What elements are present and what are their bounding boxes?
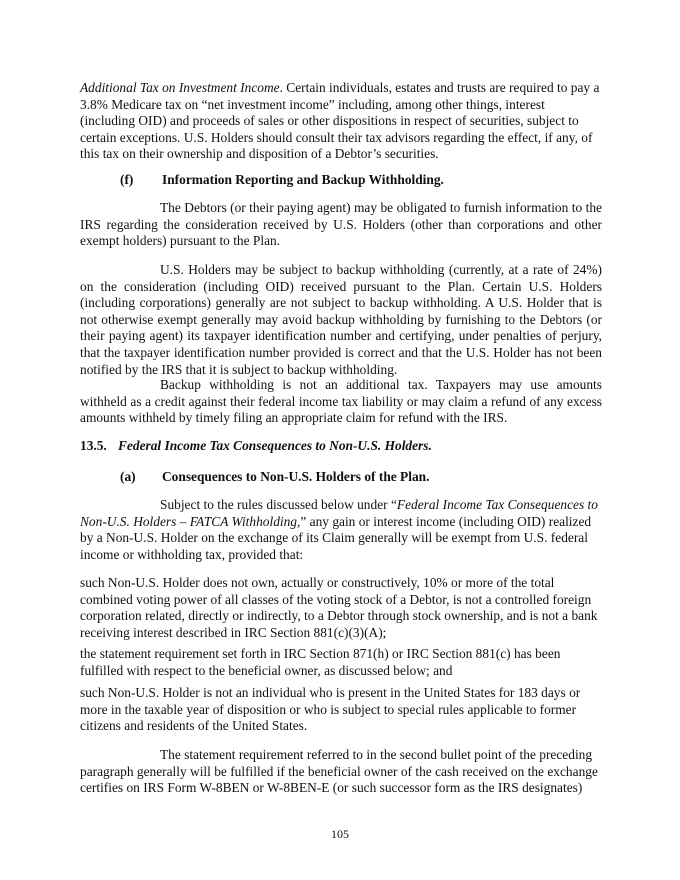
heading-f [120,172,444,189]
paragraph-body: . Certain individuals, estates and trusts are required to pay a 3.8% Medicare tax on “net investment income” including, among other things, interest (including OID) and proceeds of sales or other dispositions in respect of securities, subject to certain exceptions. U.S. Holders should consult their tax advisors regarding the effect, if any, of this tax on their ownership and disposition of a Debtor’s securities. [80,80,600,162]
paragraph-non-us-consequences [80,497,602,563]
heading-a [120,469,429,486]
heading-number: (a) [120,469,136,484]
condition-item-1: such Non-U.S. Holder does not own, actually or constructively, 10% or more of the total combined voting power of all classes of the voting stock of a Debtor, is not a controlled foreign corporation related, directly or indirectly, to a Debtor through stock ownership, and is not a bank receiving interest described in IRC Section 881(c)(3)(A); [80,575,598,640]
heading-title: Information Reporting and Backup Withholding. [162,172,444,187]
paragraph-text-pre: Subject to the rules discussed below under “ [160,497,397,512]
paragraph-additional-tax [80,80,602,163]
heading-number: (f) [120,172,134,187]
paragraph-text-post: ,” any gain or interest income (including OID) realized by a Non-U.S. Holder on the exchange of its Claim generally will be exempt from U.S. federal income or withholding tax, provided that: [80,513,592,562]
page-number: 105 [331,827,349,841]
paragraph-backup-not-additional-tax: Backup withholding is not an additional tax. Taxpayers may use amounts withheld as a credit against their federal income tax liability or may claim a refund of any excess amounts withheld by timely filing an appropriate claim for refund with the IRS. [80,377,602,426]
condition-item-2: the statement requirement set forth in IRC Section 871(h) or IRC Section 881(c) has been fulfilled with respect to the beneficial owner, as discussed below; and [80,646,561,678]
heading-title: Federal Income Tax Consequences to Non-U.S. Holders. [118,438,432,453]
heading-section-13-5 [80,438,432,455]
heading-title: Consequences to Non-U.S. Holders of the Plan. [162,469,430,484]
paragraph-statement-requirement: The statement requirement referred to in the second bullet point of the preceding paragraph generally will be fulfilled if the beneficial owner of the cash received on the exchange certifies on IRS Form W-8BEN or W-8BEN-E (or such successor form as the IRS designates) [80,747,598,796]
paragraph-lead-in: Additional Tax on Investment Income [80,80,280,95]
paragraph-backup-withholding: U.S. Holders may be subject to backup withholding (currently, at a rate of 24%) on the consideration (including OID) received pursuant to the Plan. Certain U.S. Holders (including corporations) generally are not subject to backup withholding. A U.S. Holder that is not otherwise exempt generally may avoid backup withholding by furnishing to the Debtors (or their paying agent) its taxpayer identification number and certifying, under penalties of perjury, that the taxpayer identification number provided is correct and that the U.S. Holder has not been notified by the IRS that it is subject to backup withholding. [80,262,602,377]
condition-item-3: such Non-U.S. Holder is not an individual who is present in the United States for 183 days or more in the taxable year of disposition or who is subject to special rules applicable to former citizens and residents of the United States. [80,685,581,734]
heading-number: 13.5. [80,438,107,453]
paragraph-information-reporting: The Debtors (or their paying agent) may be obligated to furnish information to the IRS regarding the consideration received by U.S. Holders (other than corporations and other exempt holders) pursuant to the Plan. [80,200,602,249]
cross-reference: Federal Income Tax Consequences to Non-U.S. Holders – FATCA Withholding [80,497,598,529]
